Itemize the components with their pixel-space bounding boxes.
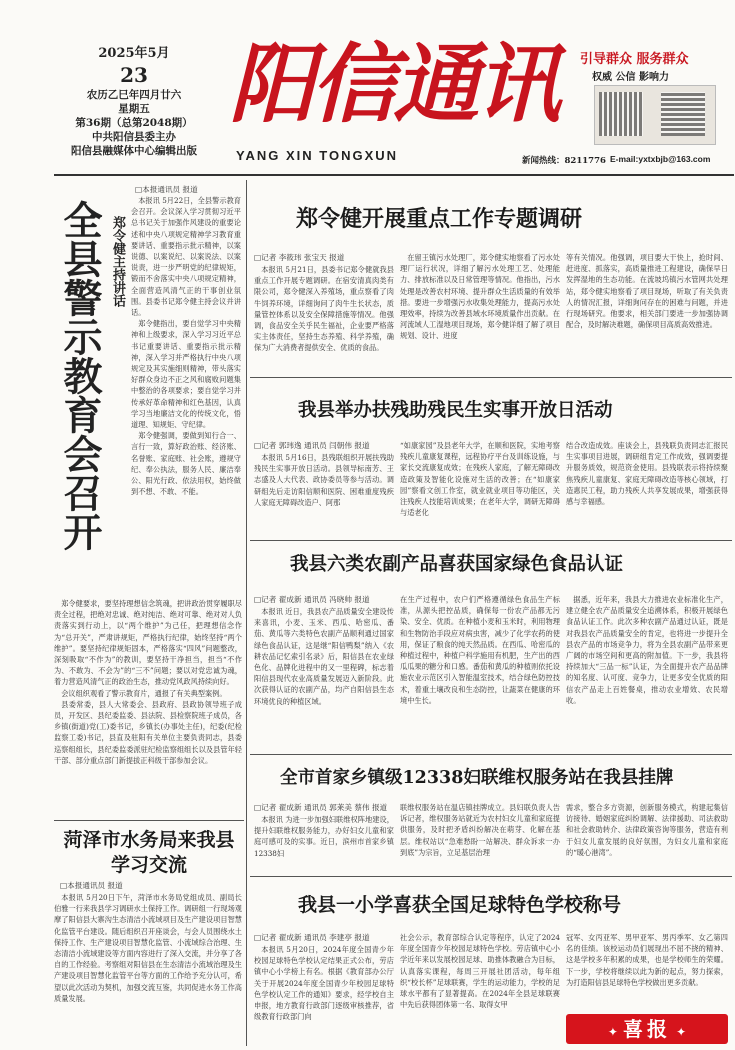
lead-para-2: 郑令健指出，要自觉学习中央精神和上级要求，深入学习习近平总书记重要讲话、重要指示批示精神，深入学习并严格执行中央八项规定及其实施细则精神，带头落实好群众身边不正之风和腐败问题集中整治的各项要求；要自觉学习并传承好革命精神和红色基因，认真学习当地廉洁文化的传统文化，悟道理、知规矩、守纪律。 (131, 319, 241, 430)
story3-col1: 本报讯 5月16日，县残联组织开展扶残助残民生实事开放日活动。县领导标南芳、王志盛及人大代表、政协委员等参与活动。调研组先后走访阳信顺和医院、困难重度残疾人家庭无障碍改造户、阿那 (254, 453, 394, 507)
weekday: 星期五 (118, 103, 150, 115)
lead-para-5: 会议组织观看了警示教育片，通报了有关典型案例。 (61, 688, 227, 698)
story4-rule (250, 754, 732, 755)
lead-para-3: 郑令健强调，要做到知行合一、言行一致，算好政治账、经济账、名誉账、家庭账、社会账，遵规守纪、奉公执法，服务人民、廉洁奉公、阳光行政、依法用权，始终做到不想、不敢、不能。 (131, 431, 241, 497)
story3-col3: 结合改造成效。座谈会上，县残联负责同志汇报民生实事项目进展，调研组肯定工作成效，强调要提升服务质效，规范资金使用。县残联表示将持续聚焦残疾儿童康复、家庭无障碍改造等核心领域，打造惠民工程，助力残疾人共享发展成果，增强获得感与幸福感。 (566, 441, 728, 507)
lead-body-lower (54, 598, 242, 816)
story4-col2: 在生产过程中，农户们严格遵循绿色食品生产标准，从源头把控品质，确保每一份农产品都无污染、安全、优质。在种植小麦和玉米时，利用物理和生物防治手段应对病虫害，减少了化学农药的使用，保证了粮食的纯天然品质。在西瓜、哈密瓜的种植过程中，种植户科学施用有机肥，生产出的西瓜瓜果的糖分和口感。番茄和黄瓜的种植则依托设施农业示范区引入智能温室技术，结合绿色防控技术，着重土壤改良和生态防控，让蔬菜在健康的环境中生长。 (400, 595, 560, 705)
story2-col1: 本报讯 5月21日，县委书记郑令健就我县重点工作开展专题调研。在宿安清真肉类有限公司，郑令健深入养殖场，重点察看了肉牛饲养环境，详细询问了肉牛生长状态，质量管控体系以及安全保障措施等情况。他强调，食品安全关乎民生福祉，企业要严格落实主体责任，坚持生态养殖、科学养殖，确保为广大消费者提供安全、优质的食品。 (254, 265, 394, 353)
qr-panel (594, 85, 716, 145)
issue-date: 2025年5月 (98, 46, 170, 61)
lead-para-6: 县委常委，县人大常委会、县政府、县政协领导班子成员，开发区、县纪委监委、县法院、县检察院班子成员，各乡镇(街道)党(工)委书记，乡镇长(办事处主任)，纪委(纪检监察工委)书记，县直及驻阳有关单位主要负责同志，县委巡察组组长，县纪委监委派驻纪检监察组组长以及县管年轻干部、部分重点部门新提拔正科级干部参加会议。 (54, 699, 242, 765)
lead-para-4: 郑令健要求，要坚持理想信念筑魂，把讲政治贯穿履职尽责全过程，把绝对忠诚、绝对纯洁、绝对可靠、绝对对人负责落实到行动上，以“两个维护”为己任，把理想信念作为“总开关”，严肃讲规矩，严格执行纪律，始终坚持“两个维护”。要坚持纪律规矩固本，严格落实“四风”问题整改，深刻吸取“不作为”的教训，要坚持干净担当，担当“不作为、不敢为、不会为”的“三不”问题；要以对党忠诚为魂，着力营造风清气正的政治生态，推动党风政风持续向好。 (54, 599, 242, 687)
story7-col3: 冠军、女丙亚军、男甲亚军、男丙季军、女乙第四名的佳绩。该校运动员们展现出不屈不挠的精神、这是学校多年积累的成果，也是学校师生的荣耀。下一步，学校将继续以此为新的起点，努力探索，为打造阳信县足球特色学校做出更多贡献。 (566, 933, 728, 987)
issue-number: 第36期（总第2048期） (75, 117, 193, 129)
story2-byline: □记者 李筱玮 张宝天 报道 (254, 253, 345, 262)
story3-rule (250, 540, 732, 541)
slogan-primary: 引导群众 服务群众 (580, 52, 689, 67)
story7-byline: □记者 翟成新 通讯员 李建亭 报道 (254, 933, 370, 942)
story5-byline: □记者 翟成新 通讯员 郭莱美 蔡伟 报道 (254, 803, 388, 812)
news-hotline: 新闻热线：8211776 (522, 156, 606, 166)
left-column-rule (246, 180, 247, 1046)
qr-code-icon (599, 92, 643, 136)
story5-col1: 本报讯 为进一步加强妇联维权阵地建设，提升妇联维权服务能力，办好妇女儿童和家庭可感可及的实事。近日，滨州市首家乡镇12338妇 (254, 815, 394, 858)
story4-col3: 据悉，近年来，我县大力推进农业标准化生产，建立健全农产品质量安全追溯体系，积极开展绿色食品认证工作。此次多种农副产品通过认证，既是对我县农产品质量安全的肯定，也将进一步提升全县农产品的市场竞争力，将为全县农副产品带来更广阔的市场空间和更高的附加值。下一步，我县将持续加大“三品一标”认证，为全面提升农产品品牌的知名度、认可度、竞争力，让更多安全优质的阳信农产品走上百姓餐桌，推动农业增效、农民增收。 (566, 595, 728, 705)
story7-headline: 我县一小学喜获全国足球特色学校称号 (298, 894, 622, 916)
story5-col3: 需求，整合多方资源，创新服务模式，构建起集信访接待、婚姻家庭纠纷调解、法律援助、司法救助和社会救助转介、法律政策咨询等服务，营造有利于妇女儿童发展的良好氛围，为妇女儿童和家庭的“暖心港湾”。 (566, 803, 728, 857)
story7-col1: 本报讯 5月20日，2024年度全国青少年校园足球特色学校认定结果正式公布，劳店镇中心小学榜上有名。根据《教育部办公厅关于开展2024年度全国青少年校园足球特色学校认定工作的通知》要求，经学校自主申报，地方教育行政部门逐级审核推荐，省级教育行政部门向 (254, 945, 394, 1022)
lead-byline: □本报通讯员 报道 (135, 185, 198, 194)
badge-star-icon: ✦ (676, 1025, 687, 1039)
masthead (0, 0, 735, 178)
story7-col2: 社会公示，教育部综合认定等程序，认定了2024年度全国青少年校园足球特色学校。劳店镇中心小学近年来以发展校园足球、助推体教融合为目标，认真落实课程，每周三开展社团活动，每年组织“校长杯”足球联赛，学生的运动能力，学校的足球水平都有了显著提高。在2024年全县足球联赛中先后获得团体第一名、取得女甲 (400, 933, 560, 1010)
lead-para-1: 本报讯 5月22日，全县警示教育会召开。会议深入学习贯彻习近平总书记关于加强作风建设的重要论述和中央八项规定精神学习教育重要讲话、重要指示批示精神，以案说德、以案说纪、以案说法、以案说责，进一步严明党的纪律规矩，锻而不舍落实中央八项规定精神，全面营造风清气正的干事创业氛围。县委书记郑令健主持会议并讲话。 (131, 196, 241, 318)
editorial-center: 阳信县融媒体中心编辑出版 (71, 145, 197, 157)
story6-byline: □本报通讯员 报道 (60, 881, 123, 890)
date-block (54, 46, 214, 158)
lead-subhead: 郑令健主持讲话 (110, 216, 125, 307)
lead-body (131, 195, 241, 595)
story3-headline: 我县举办扶残助残民生实事开放日活动 (298, 400, 613, 421)
story3-byline: □记者 郭玮逸 通讯员 闫朝伟 报道 (254, 441, 370, 450)
story6-headline: 菏泽市水务局来我县学习交流 (63, 829, 235, 876)
story3-col2: “如康家园”及县老年大学，在顺和医院，实地考察残疾儿童康复课程，远程协疗平台及训练设施，与家长交流康复成效；在残疾人家庭，了解无障碍改造政策及智能化设施对生活的改善；在“如康家园”察看文创工作室，就业就业项目等功能区，关注残疾人技能培训成果；在老年大学，调研无障碍与适老化 (400, 441, 560, 518)
good-news-badge (566, 1014, 728, 1044)
story5-rule (250, 876, 732, 877)
publisher: 中共阳信县委主办 (92, 131, 176, 143)
lunar-date: 农历乙巳年四月廿六 (86, 89, 182, 101)
newspaper-title: 阳信通讯 (229, 34, 557, 135)
good-news-label: 喜报 (623, 1017, 671, 1041)
badge-star-icon: ✦ (607, 1025, 618, 1039)
story4-col1: 本报讯 近日，我县农产品质量安全建设传来喜讯，小麦、玉米、西瓜、哈密瓜、番茄、黄瓜等六类特色农副产品顺利通过国家绿色食品认证，这是继“阳信鸭梨”纳入《农耕农品记忆索引名录》后，阳信县在农业绿色化、品牌化进程中的又一里程碑，标志着阳信县现代农业高质量发展迈入新阶段。此次获得认证的农副产品，均产自阳信县生态环境优良的种植区域。 (254, 607, 394, 706)
issue-day: 23 (120, 63, 148, 87)
story6-rule (54, 820, 244, 821)
story5-headline: 全市首家乡镇级12338妇联维权服务站在我县挂牌 (280, 768, 674, 788)
story2-rule (250, 377, 732, 378)
contact-email: E-mail:yxtxbjb@163.com (610, 154, 711, 164)
story4-headline: 我县六类农副产品喜获国家绿色食品认证 (290, 554, 624, 575)
qr-code-icon (661, 92, 705, 136)
story2-col2: 在留王镇污水处理厂，郑令健实地察看了污水处理厂运行状况，详细了解污水处理工艺、处理能力、排放标准以及日常管理等情况。他指出，污水处理是改善农村环境、提升群众生活质量的有效举措。要进一步增强污水收集处理能力，提高污水处理效率，持续为改善县域水环境质量作出贡献。在河流域人工湿地项目现场，郑令健详细了解了项目规划、设计、进度 (400, 253, 560, 341)
title-pinyin: YANG XIN TONGXUN (236, 148, 399, 163)
slogan-secondary: 权威 公信 影响力 (592, 72, 669, 83)
story5-col2: 联维权服务站在温店镇挂牌成立。县妇联负责人告诉记者，维权服务站就近为农村妇女儿童和家庭提供服务，及时把矛盾纠纷解决在萌芽、化解在基层。维权站以“急难愁盼一站解决、群众诉求一办到底”为宗旨，立足基层治理 (400, 803, 560, 857)
story6-body: 本报讯 5月20日下午，菏泽市水务局党组成员、副局长伯雅一行来我县学习调研水土保持工作。调研组一行现场观摩了阳信县大寨沟生态清洁小流域项目及生产建设项目智慧化监管平台建设。随后组织召开座谈会，与会人员围绕水土保持工作、生产建设项目智慧化监管、小流域综合治理、生态清洁小流域建设等方面内容进行了深入交流，并分享了各自的工作经验。考察组对阳信县在生态清洁小流域治理及生产建设项目智慧化监管平台等方面的工作给予充分认可，希望以此次活动为契机，加强交流互鉴，共同促进水务工作高质量发展。 (54, 893, 242, 1003)
story2-headline: 郑令健开展重点工作专题调研 (296, 206, 583, 232)
story2-col3: 等有关情况。他强调，项目要大干快上，抢时间、赶进度、抓落实，高质量推进工程建设，确保早日发挥湿地的生态功能。在流坡坞镇污水管网共处理站，郑令健实地察看了项目现场，听取了有关负责人的情况汇报，详细询问存在的困难与问题，并进行现场研究。他要求，相关部门要进一步加强协调配合，及时解决难题，确保项目高质高效推进。 (566, 253, 728, 330)
lead-headline: 全县警示教育会召开 (57, 200, 102, 551)
story4-byline: □记者 翟成新 通讯员 冯晓帅 报道 (254, 595, 370, 604)
masthead-rule (54, 174, 734, 176)
